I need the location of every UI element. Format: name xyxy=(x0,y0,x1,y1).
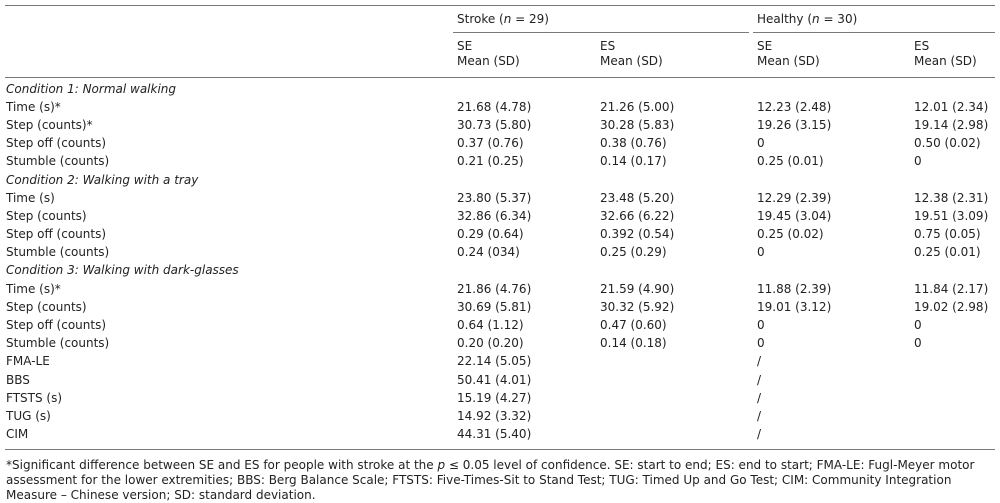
stroke-es-cell xyxy=(600,353,757,371)
healthy-es-cell: 12.38 (2.31) xyxy=(914,190,989,205)
table-row xyxy=(6,353,996,371)
healthy-se-cell: / xyxy=(757,408,762,423)
healthy-se-cell: 12.29 (2.39) xyxy=(757,190,832,205)
healthy-se-cell: 12.23 (2.48) xyxy=(757,99,832,114)
table-row xyxy=(6,153,996,171)
row-label: Step (counts) xyxy=(6,208,87,223)
table-row xyxy=(6,135,996,153)
row-label: Stumble (counts) xyxy=(6,154,110,169)
row-label: Step off (counts) xyxy=(6,227,107,242)
healthy-se-cell: 19.26 (3.15) xyxy=(757,117,832,132)
stroke-se-cell: 30.69 (5.81) xyxy=(457,299,532,314)
table-row xyxy=(6,335,996,353)
stroke-es-cell: 23.48 (5.20) xyxy=(600,190,675,205)
stroke-se-cell: 50.41 (4.01) xyxy=(457,372,532,387)
stroke-es-cell: 0.14 (0.18) xyxy=(600,336,667,351)
stroke-es-cell: 0.392 (0.54) xyxy=(600,227,675,242)
stroke-se-cell: 30.73 (5.80) xyxy=(457,117,532,132)
stroke-es-cell: 0.38 (0.76) xyxy=(600,136,667,151)
section-heading: Condition 3: Walking with dark-glasses xyxy=(6,263,239,278)
stroke-es-cell: 0.47 (0.60) xyxy=(600,318,667,333)
healthy-es-cell: 19.14 (2.98) xyxy=(914,117,989,132)
group-header-stroke: Stroke (n = 29) xyxy=(457,12,549,26)
row-label: CIM xyxy=(6,427,29,442)
stroke-se-cell: 0.21 (0.25) xyxy=(457,154,524,169)
stroke-se-cell: 0.24 (034) xyxy=(457,245,520,260)
healthy-es-cell: 0 xyxy=(914,154,922,169)
table-row xyxy=(6,298,996,316)
section-row xyxy=(6,262,996,280)
stroke-se-cell: 23.80 (5.37) xyxy=(457,190,532,205)
stroke-se-cell: 0.29 (0.64) xyxy=(457,227,524,242)
section-heading: Condition 2: Walking with a tray xyxy=(6,172,199,187)
stroke-es-cell: 0.25 (0.29) xyxy=(600,245,667,260)
stroke-es-cell: 30.32 (5.92) xyxy=(600,299,675,314)
table-row xyxy=(6,426,996,444)
healthy-es-cell xyxy=(914,371,996,389)
healthy-es-cell xyxy=(914,353,996,371)
healthy-se-cell: / xyxy=(757,354,762,369)
table-row xyxy=(6,207,996,225)
healthy-es-cell: 0.25 (0.01) xyxy=(914,245,981,260)
stroke-es-cell xyxy=(600,371,757,389)
healthy-se-cell: 11.88 (2.39) xyxy=(757,281,832,296)
healthy-se-cell: / xyxy=(757,390,762,405)
healthy-se-cell: / xyxy=(757,427,762,442)
healthy-es-cell: 12.01 (2.34) xyxy=(914,99,989,114)
row-label: Stumble (counts) xyxy=(6,245,110,260)
bottom-rule xyxy=(5,449,995,450)
section-row xyxy=(6,171,996,189)
table-row xyxy=(6,407,996,425)
group-header-healthy: Healthy (n = 30) xyxy=(757,12,858,26)
healthy-se-cell: 0 xyxy=(757,336,765,351)
healthy-es-cell xyxy=(914,389,996,407)
stroke-es-cell: 21.26 (5.00) xyxy=(600,99,675,114)
row-label: Stumble (counts) xyxy=(6,336,110,351)
stroke-se-cell: 21.86 (4.76) xyxy=(457,281,532,296)
healthy-es-cell: 0 xyxy=(914,336,922,351)
row-label: TUG (s) xyxy=(6,408,51,423)
healthy-se-cell: 0 xyxy=(757,136,765,151)
stroke-es-cell xyxy=(600,426,757,444)
subheader-healthy-se: SE Mean (SD) xyxy=(757,39,820,68)
healthy-es-cell: 0 xyxy=(914,318,922,333)
stroke-group-rule xyxy=(453,32,749,33)
row-label: BBS xyxy=(6,372,30,387)
table-footnote: *Significant difference between SE and ES for people with stroke at the p ≤ 0.05 level of confidence. SE: start to end; ES: end to start; FMA-LE: Fugl-Meyer motor assessment for the lower extremities; BBS: Berg Balance Scale; FTSTS: Five-Times-Sit to Stand Test; TUG: Timed Up and Go Test; CIM: Community Integration Measure – Chinese version; SD: standard deviation. xyxy=(6,458,975,502)
stroke-es-cell: 32.66 (6.22) xyxy=(600,208,675,223)
stroke-se-cell: 15.19 (4.27) xyxy=(457,390,532,405)
row-label: FTSTS (s) xyxy=(6,390,63,405)
table-row xyxy=(6,189,996,207)
healthy-es-cell: 0.50 (0.02) xyxy=(914,136,981,151)
healthy-se-cell: 0 xyxy=(757,318,765,333)
healthy-es-cell: 0.75 (0.05) xyxy=(914,227,981,242)
stroke-es-cell: 0.14 (0.17) xyxy=(600,154,667,169)
healthy-se-cell: 0.25 (0.02) xyxy=(757,227,824,242)
healthy-se-cell: 0 xyxy=(757,245,765,260)
row-label: Step off (counts) xyxy=(6,318,107,333)
stroke-se-cell: 32.86 (6.34) xyxy=(457,208,532,223)
header-rule xyxy=(5,77,995,78)
healthy-se-cell: / xyxy=(757,372,762,387)
table-row xyxy=(6,226,996,244)
stroke-es-cell xyxy=(600,407,757,425)
row-label: Step (counts) xyxy=(6,299,87,314)
table-row xyxy=(6,116,996,134)
row-label: FMA-LE xyxy=(6,354,50,369)
healthy-es-cell: 19.51 (3.09) xyxy=(914,208,989,223)
section-row xyxy=(6,80,996,98)
subheader-stroke-se: SE Mean (SD) xyxy=(457,39,520,68)
stroke-es-cell: 30.28 (5.83) xyxy=(600,117,675,132)
stroke-se-cell: 22.14 (5.05) xyxy=(457,354,532,369)
healthy-es-cell: 11.84 (2.17) xyxy=(914,281,989,296)
row-label: Time (s)* xyxy=(6,281,61,296)
table-row xyxy=(6,316,996,334)
healthy-se-cell: 19.45 (3.04) xyxy=(757,208,832,223)
healthy-es-cell: 19.02 (2.98) xyxy=(914,299,989,314)
data-table-body xyxy=(6,80,996,444)
top-rule xyxy=(5,5,995,6)
stroke-se-cell: 44.31 (5.40) xyxy=(457,427,532,442)
row-label: Time (s) xyxy=(6,190,55,205)
row-label: Step (counts)* xyxy=(6,117,93,132)
stroke-se-cell: 0.37 (0.76) xyxy=(457,136,524,151)
stroke-se-cell: 0.20 (0.20) xyxy=(457,336,524,351)
table-row xyxy=(6,280,996,298)
subheader-healthy-es: ES Mean (SD) xyxy=(914,39,977,68)
stroke-se-cell: 14.92 (3.32) xyxy=(457,408,532,423)
healthy-se-cell: 19.01 (3.12) xyxy=(757,299,832,314)
healthy-es-cell xyxy=(914,407,996,425)
data-table xyxy=(6,80,996,444)
table-row xyxy=(6,389,996,407)
row-label: Time (s)* xyxy=(6,99,61,114)
table-row xyxy=(6,244,996,262)
stroke-es-cell xyxy=(600,389,757,407)
healthy-es-cell xyxy=(914,426,996,444)
healthy-se-cell: 0.25 (0.01) xyxy=(757,154,824,169)
stroke-se-cell: 0.64 (1.12) xyxy=(457,318,524,333)
subheader-stroke-es: ES Mean (SD) xyxy=(600,39,663,68)
row-label: Step off (counts) xyxy=(6,136,107,151)
stroke-se-cell: 21.68 (4.78) xyxy=(457,99,532,114)
stroke-es-cell: 21.59 (4.90) xyxy=(600,281,675,296)
healthy-group-rule xyxy=(753,32,995,33)
table-row xyxy=(6,371,996,389)
section-heading: Condition 1: Normal walking xyxy=(6,81,177,96)
table-row xyxy=(6,98,996,116)
